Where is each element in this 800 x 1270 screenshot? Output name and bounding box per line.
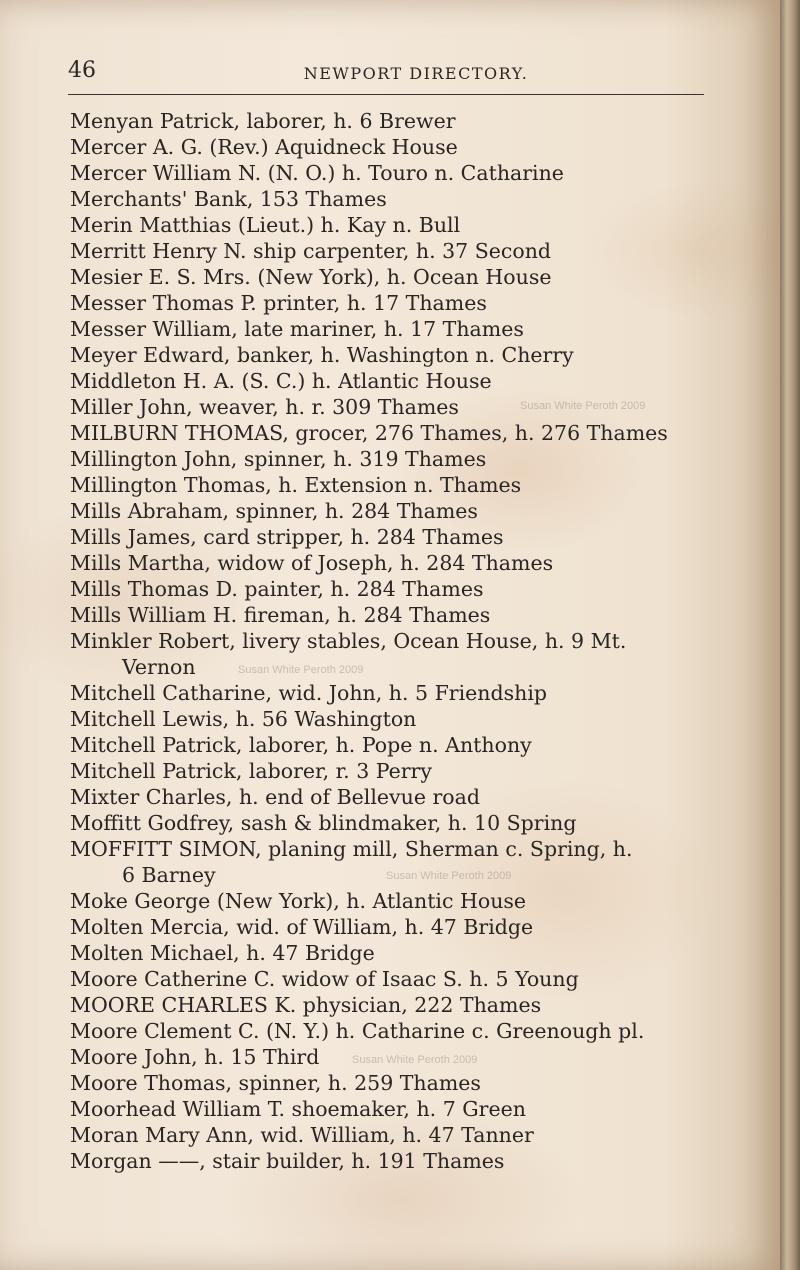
directory-entry [70, 212, 710, 238]
directory-entry [70, 992, 710, 1018]
directory-entry [70, 472, 710, 498]
directory-entry [70, 498, 710, 524]
directory-entry [70, 1148, 710, 1174]
entry-line: Mills Martha, widow of Joseph, h. 284 Thames [70, 551, 554, 575]
entry-line: Molten Michael, h. 47 Bridge [70, 941, 375, 965]
directory-entry [70, 264, 710, 290]
directory-entry [70, 966, 710, 992]
watermark-1: Susan White Peroth 2009 [520, 400, 646, 412]
entry-line: Moore Catherine C. widow of Isaac S. h. 5 Young [70, 967, 579, 991]
entry-line: MOORE CHARLES K. physician, 222 Thames [70, 993, 542, 1017]
page-number: 46 [68, 58, 96, 83]
entry-line: Messer Thomas P. printer, h. 17 Thames [70, 291, 487, 315]
directory-entry [70, 914, 710, 940]
entry-line: Mitchell Patrick, laborer, h. Pope n. Anthony [70, 733, 532, 757]
directory-entry [70, 524, 710, 550]
directory-entry [70, 706, 710, 732]
directory-entry [70, 316, 710, 342]
entry-line: Morgan ——, stair builder, h. 191 Thames [70, 1149, 505, 1173]
entry-line: Mills Thomas D. painter, h. 284 Thames [70, 577, 484, 601]
directory-entry [70, 1122, 710, 1148]
directory-entry [70, 1096, 710, 1122]
directory-entry [70, 550, 710, 576]
entry-line: Moorhead William T. shoemaker, h. 7 Green [70, 1097, 526, 1121]
entry-line: Moore Clement C. (N. Y.) h. Catharine c. Greenough pl. [70, 1019, 645, 1043]
entry-line: Merritt Henry N. ship carpenter, h. 37 Second [70, 239, 552, 263]
entry-line: Millington John, spinner, h. 319 Thames [70, 447, 487, 471]
entry-line: Mixter Charles, h. end of Bellevue road [70, 785, 480, 809]
directory-entry [70, 888, 710, 914]
entry-line: Moran Mary Ann, wid. William, h. 47 Tanner [70, 1123, 534, 1147]
entry-line: Mitchell Patrick, laborer, r. 3 Perry [70, 759, 432, 783]
directory-entry [70, 290, 710, 316]
directory-entry [70, 810, 710, 836]
directory-entry [70, 1070, 710, 1096]
entry-line: Mills William H. fireman, h. 284 Thames [70, 603, 491, 627]
entry-line: MOFFITT SIMON, planing mill, Sherman c. Spring, h. [70, 837, 633, 861]
entry-continuation: 6 Barney [122, 863, 216, 887]
watermark-2: Susan White Peroth 2009 [238, 664, 364, 676]
entry-line: Messer William, late mariner, h. 17 Thames [70, 317, 524, 341]
directory-entry [70, 368, 710, 394]
directory-entry [70, 160, 710, 186]
directory-entries [70, 108, 710, 1174]
directory-entry [70, 576, 710, 602]
entry-line: Mesier E. S. Mrs. (New York), h. Ocean House [70, 265, 552, 289]
directory-entry [70, 186, 710, 212]
running-title: NEWPORT DIRECTORY. [303, 64, 529, 83]
directory-entry [70, 680, 710, 706]
watermark-4: Susan White Peroth 2009 [352, 1054, 478, 1066]
entry-line: Mercer A. G. (Rev.) Aquidneck House [70, 135, 458, 159]
directory-entry [70, 758, 710, 784]
entry-line: Moore Thomas, spinner, h. 259 Thames [70, 1071, 481, 1095]
entry-line: Meyer Edward, banker, h. Washington n. Cherry [70, 343, 574, 367]
directory-entry [70, 420, 710, 446]
entry-line: Mills Abraham, spinner, h. 284 Thames [70, 499, 478, 523]
directory-entry [70, 1018, 710, 1044]
directory-entry [70, 602, 710, 628]
entry-line: Mercer William N. (N. O.) h. Touro n. Catharine [70, 161, 564, 185]
entry-line: Mills James, card stripper, h. 284 Thames [70, 525, 504, 549]
entry-line: Merchants' Bank, 153 Thames [70, 187, 387, 211]
entry-line: Moke George (New York), h. Atlantic House [70, 889, 527, 913]
directory-entry [70, 238, 710, 264]
entry-line: Moore John, h. 15 Third [70, 1045, 320, 1069]
entry-line: Millington Thomas, h. Extension n. Thames [70, 473, 522, 497]
directory-entry [70, 784, 710, 810]
directory-entry [70, 446, 710, 472]
entry-line: Moffitt Godfrey, sash & blindmaker, h. 10 Spring [70, 811, 577, 835]
directory-entry [70, 940, 710, 966]
entry-line: Minkler Robert, livery stables, Ocean House, h. 9 Mt. [70, 629, 627, 653]
watermark-3: Susan White Peroth 2009 [386, 870, 512, 882]
entry-line: MILBURN THOMAS, grocer, 276 Thames, h. 276 Thames [70, 421, 668, 445]
directory-entry [70, 134, 710, 160]
entry-continuation: Vernon [122, 655, 196, 679]
entry-line: Mitchell Lewis, h. 56 Washington [70, 707, 417, 731]
directory-entry [70, 342, 710, 368]
page-header [68, 56, 704, 95]
entry-line: Molten Mercia, wid. of William, h. 47 Bridge [70, 915, 534, 939]
entry-line: Miller John, weaver, h. r. 309 Thames [70, 395, 459, 419]
directory-entry [70, 628, 710, 680]
entry-line: Middleton H. A. (S. C.) h. Atlantic House [70, 369, 492, 393]
book-spine [780, 0, 800, 1270]
entry-line: Merin Matthias (Lieut.) h. Kay n. Bull [70, 213, 461, 237]
directory-entry [70, 732, 710, 758]
entry-line: Menyan Patrick, laborer, h. 6 Brewer [70, 109, 456, 133]
directory-entry [70, 108, 710, 134]
entry-line: Mitchell Catharine, wid. John, h. 5 Friendship [70, 681, 548, 705]
